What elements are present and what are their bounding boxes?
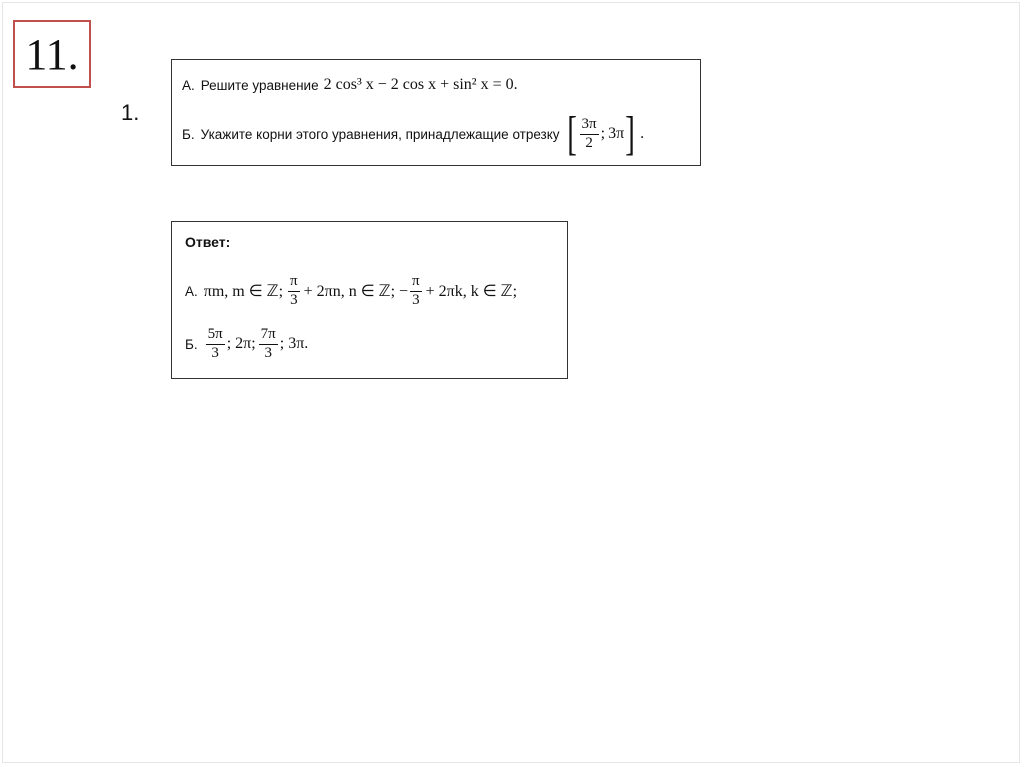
task-box	[171, 59, 701, 166]
task-part-a-equation: 2 cos³ x − 2 cos x + sin² x = 0.	[323, 76, 518, 93]
interval-right-bound: 3π	[608, 125, 625, 142]
answer-part-a	[185, 274, 517, 309]
task-part-b	[182, 107, 645, 160]
interval-close-bracket: ]	[625, 107, 635, 160]
interval-separator: ;	[600, 125, 606, 142]
answer-b-fraction2-num: 7π	[259, 327, 278, 345]
task-part-a	[182, 76, 518, 94]
answer-box	[171, 221, 568, 379]
answer-a-term2: + 2πn, n ∈ ℤ; −	[303, 283, 409, 301]
slide-number-text: 11.	[25, 29, 79, 79]
interval-end-dot: .	[640, 125, 645, 142]
answer-b-fraction1	[206, 327, 225, 362]
task-part-b-text: Укажите корни этого уравнения, принадлежащие отрезку	[200, 126, 560, 142]
interval-open-bracket: [	[566, 107, 577, 160]
interval-left-fraction	[580, 117, 599, 152]
answer-a-fraction1	[288, 274, 300, 309]
interval-left-denominator: 2	[585, 134, 593, 151]
answer-part-b	[185, 327, 308, 362]
answer-part-b-label: Б.	[185, 336, 198, 352]
answer-b-fraction2	[259, 327, 278, 362]
answer-b-end: ; 3π.	[279, 335, 309, 353]
answer-b-mid: ; 2π;	[226, 335, 256, 353]
answer-title: Ответ:	[185, 234, 231, 250]
answer-b-fraction2-den: 3	[264, 344, 272, 361]
answer-a-term3: + 2πk, k ∈ ℤ;	[425, 283, 518, 301]
answer-a-fraction2-num: π	[410, 274, 422, 292]
task-part-a-label: А.	[182, 77, 195, 93]
interval-left-numerator: 3π	[580, 117, 599, 135]
slide-number	[13, 20, 91, 88]
answer-a-fraction1-den: 3	[290, 291, 298, 308]
answer-a-fraction2-den: 3	[412, 291, 420, 308]
task-part-b-label: Б.	[182, 126, 195, 142]
task-number: 1.	[121, 100, 140, 125]
answer-b-fraction1-den: 3	[211, 344, 219, 361]
answer-part-a-label: А.	[185, 283, 198, 299]
answer-a-fraction1-num: π	[288, 274, 300, 292]
answer-a-fraction2	[410, 274, 422, 309]
answer-a-term1: πm, m ∈ ℤ;	[203, 283, 284, 301]
task-part-a-text: Решите уравнение	[200, 77, 319, 93]
answer-b-fraction1-num: 5π	[206, 327, 225, 345]
